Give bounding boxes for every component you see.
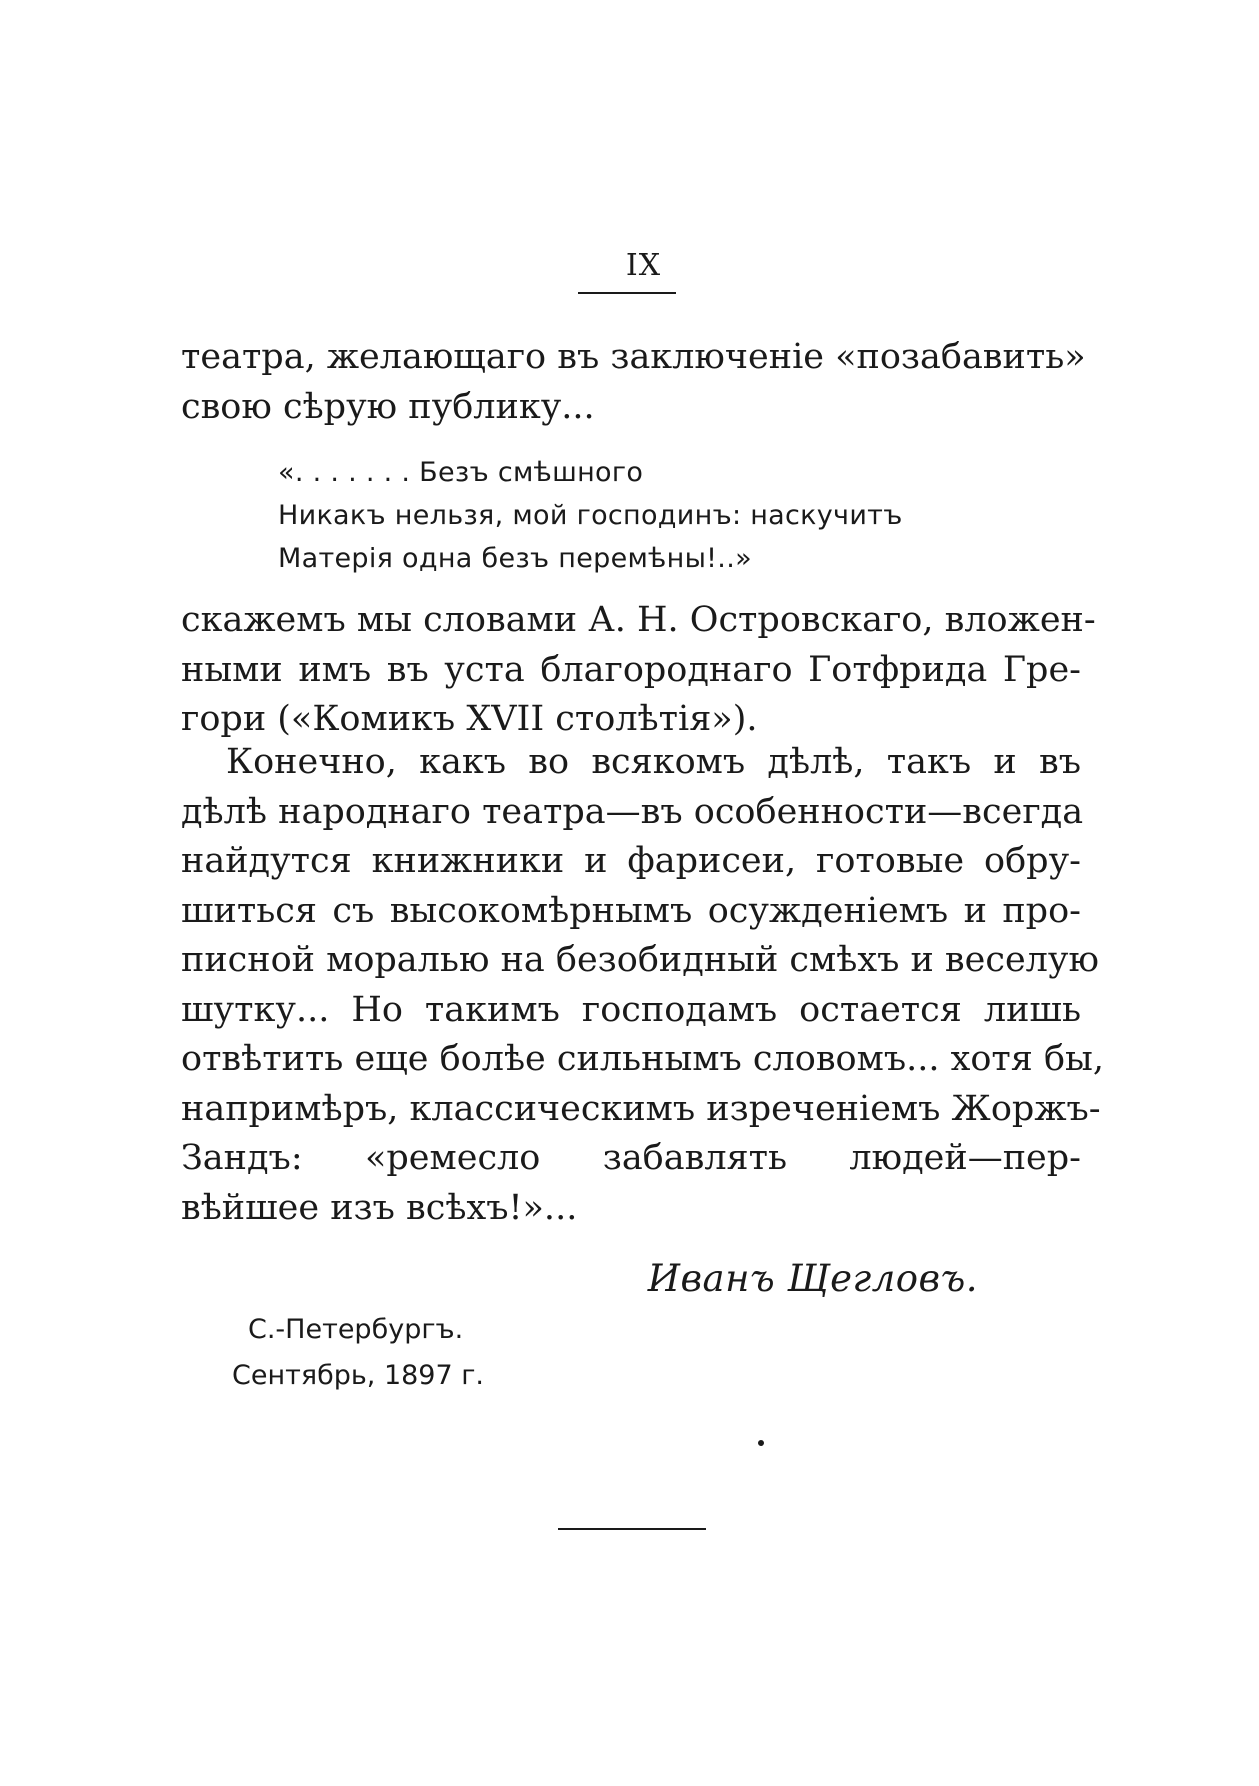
paragraph-3-line: вѣйшее изъ всѣхъ!»...	[181, 1187, 578, 1228]
paragraph-2	[181, 596, 1096, 745]
paragraph-1	[181, 333, 1086, 432]
paragraph-3-line: шутку... Но такимъ господамъ остается лишь	[181, 989, 1081, 1030]
paragraph-1-line: свою сѣрую публику...	[181, 386, 595, 427]
paragraph-3-line: дѣлѣ народнаго театра—въ особенности—всегда	[181, 791, 1084, 832]
quote-line: Матерія одна безъ перемѣны!..»	[278, 543, 752, 574]
paragraph-3-line: писной моралью на безобидный смѣхъ и веселую	[181, 940, 1099, 980]
city: С.-Петербургъ.	[248, 1314, 464, 1345]
header-rule	[578, 292, 676, 294]
paragraph-3-line: напримѣръ, классическимъ изреченіемъ Жоржъ-	[181, 1088, 1101, 1129]
author-signature: Иванъ Щегловъ.	[647, 1257, 978, 1300]
footer-rule	[558, 1528, 706, 1530]
paragraph-3-line: шиться съ высокомѣрнымъ осужденіемъ и про-	[181, 890, 1081, 931]
paragraph-3-line: найдутся книжники и фарисеи, готовые обру-	[181, 841, 1081, 881]
date: Сентябрь, 1897 г.	[232, 1360, 485, 1391]
ink-dot	[758, 1440, 764, 1446]
place-and-date	[232, 1307, 484, 1399]
paragraph-3-line: отвѣтить еще болѣе сильнымъ словомъ... хотя бы,	[181, 1039, 1105, 1079]
page-number: IX	[625, 248, 662, 283]
verse-quote	[278, 451, 903, 580]
paragraph-3	[181, 738, 1105, 1233]
paragraph-2-line: скажемъ мы словами А. Н. Островскаго, вложен-	[181, 600, 1096, 640]
paragraph-3-line: Конечно, какъ во всякомъ дѣлѣ, такъ и въ	[226, 742, 1081, 782]
paragraph-1-line: театра, желающаго въ заключеніе «позабавить»	[181, 337, 1086, 377]
paragraph-2-line: гори («Комикъ XVII столѣтія»).	[181, 699, 758, 739]
quote-line: «. . . . . . . Безъ смѣшного	[278, 457, 644, 488]
paragraph-2-line: ными имъ въ уста благороднаго Готфрида Гре-	[181, 649, 1081, 690]
quote-line: Никакъ нельзя, мой господинъ: наскучитъ	[278, 500, 903, 531]
paragraph-3-line: Зандъ: «ремесло забавлять людей—пер-	[181, 1138, 1081, 1178]
